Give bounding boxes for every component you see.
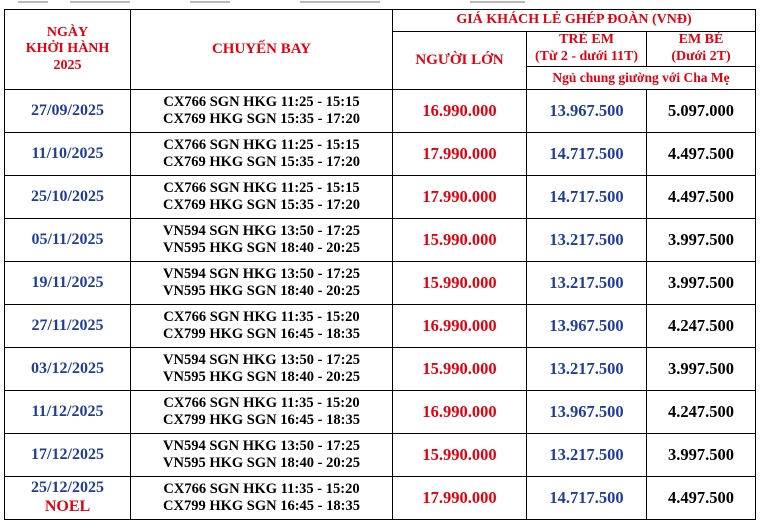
table-row (5, 477, 756, 520)
flight-return: CX769 HKG SGN 15:35 - 17:20 (163, 197, 360, 213)
header-date-line-2: KHỞI HÀNH (25, 41, 110, 57)
adult-price: 15.990.000 (393, 262, 527, 305)
flight-return: CX769 HKG SGN 15:35 - 17:20 (163, 111, 360, 127)
flight-outbound: CX766 SGN HKG 11:25 - 15:15 (163, 179, 360, 196)
departure-date: 05/11/2025 (5, 219, 131, 262)
flight-outbound: CX766 SGN HKG 11:35 - 15:20 (163, 480, 360, 497)
table-row (5, 305, 756, 348)
flight-return: CX769 HKG SGN 15:35 - 17:20 (163, 154, 360, 170)
header-flight: CHUYẾN BAY (131, 10, 393, 90)
infant-price: 4.497.500 (647, 133, 756, 176)
flight-return: VN595 HKG SGN 18:40 - 20:25 (163, 240, 360, 256)
departure-date (5, 477, 131, 520)
flight-outbound: VN594 SGN HKG 13:50 - 17:25 (163, 437, 360, 454)
child-price: 14.717.500 (527, 176, 647, 219)
child-price: 14.717.500 (527, 133, 647, 176)
child-price: 13.967.500 (527, 90, 647, 133)
departure-date: 11/12/2025 (5, 391, 131, 434)
flight-info (131, 391, 393, 434)
table-row (5, 219, 756, 262)
flight-outbound: VN594 SGN HKG 13:50 - 17:25 (163, 265, 360, 282)
departure-date-value: 25/12/2025 (31, 479, 104, 497)
adult-price: 17.990.000 (393, 133, 527, 176)
table-row (5, 133, 756, 176)
departure-date: 03/12/2025 (5, 348, 131, 391)
flight-info (131, 176, 393, 219)
departure-date: 17/12/2025 (5, 434, 131, 477)
table-row (5, 176, 756, 219)
adult-price: 16.990.000 (393, 391, 527, 434)
adult-price: 17.990.000 (393, 477, 527, 520)
flight-return: VN595 HKG SGN 18:40 - 20:25 (163, 369, 360, 385)
flight-return: VN595 HKG SGN 18:40 - 20:25 (163, 455, 360, 471)
flight-return: CX799 HKG SGN 16:45 - 18:35 (163, 326, 360, 342)
table-row (5, 434, 756, 477)
flight-info (131, 262, 393, 305)
table-row (5, 348, 756, 391)
departure-date: 27/11/2025 (5, 305, 131, 348)
tour-fare-table (4, 9, 756, 520)
infant-price: 3.997.500 (647, 348, 756, 391)
adult-price: 15.990.000 (393, 434, 527, 477)
flight-return: CX799 HKG SGN 16:45 - 18:35 (163, 412, 360, 428)
child-price: 13.217.500 (527, 262, 647, 305)
infant-price: 3.997.500 (647, 434, 756, 477)
infant-price: 4.497.500 (647, 176, 756, 219)
header-child (527, 32, 647, 67)
flight-info (131, 90, 393, 133)
header-infant (647, 32, 756, 67)
header-infant-title: EM BÉ (678, 32, 724, 48)
adult-price: 15.990.000 (393, 348, 527, 391)
header-adult: NGƯỜI LỚN (393, 32, 527, 90)
header-price-group: GIÁ KHÁCH LẺ GHÉP ĐOÀN (VNĐ) (393, 10, 756, 32)
table-row (5, 391, 756, 434)
flight-outbound: VN594 SGN HKG 13:50 - 17:25 (163, 222, 360, 239)
header-shared-bed-note: Ngủ chung giường với Cha Mẹ (527, 67, 756, 90)
infant-price: 4.247.500 (647, 391, 756, 434)
flight-info (131, 348, 393, 391)
child-price: 14.717.500 (527, 477, 647, 520)
flight-outbound: CX766 SGN HKG 11:35 - 15:20 (163, 308, 360, 325)
adult-price: 15.990.000 (393, 219, 527, 262)
flight-outbound: CX766 SGN HKG 11:25 - 15:15 (163, 136, 360, 153)
header-departure-date (5, 10, 131, 90)
infant-price: 4.247.500 (647, 305, 756, 348)
cropped-top-text (0, 0, 760, 6)
flight-info (131, 219, 393, 262)
table-row (5, 262, 756, 305)
header-infant-age: (Dưới 2T) (671, 49, 731, 64)
flight-outbound: CX766 SGN HKG 11:35 - 15:20 (163, 394, 360, 411)
departure-date-note: NOEL (44, 498, 91, 515)
departure-date: 19/11/2025 (5, 262, 131, 305)
flight-outbound: VN594 SGN HKG 13:50 - 17:25 (163, 351, 360, 368)
child-price: 13.217.500 (527, 434, 647, 477)
adult-price: 16.990.000 (393, 305, 527, 348)
child-price: 13.967.500 (527, 391, 647, 434)
header-child-title: TRẺ EM (559, 32, 614, 48)
header-date-line-1: NGÀY (46, 24, 89, 40)
flight-info (131, 305, 393, 348)
header-date-line-3: 2025 (53, 57, 82, 73)
departure-date: 11/10/2025 (5, 133, 131, 176)
flight-info (131, 133, 393, 176)
adult-price: 16.990.000 (393, 90, 527, 133)
adult-price: 17.990.000 (393, 176, 527, 219)
header-child-age: (Từ 2 - dưới 11T) (534, 49, 639, 64)
child-price: 13.217.500 (527, 219, 647, 262)
infant-price: 4.497.500 (647, 477, 756, 520)
flight-return: VN595 HKG SGN 18:40 - 20:25 (163, 283, 360, 299)
flight-outbound: CX766 SGN HKG 11:25 - 15:15 (163, 93, 360, 110)
infant-price: 3.997.500 (647, 262, 756, 305)
flight-info (131, 477, 393, 520)
child-price: 13.967.500 (527, 305, 647, 348)
table-row (5, 90, 756, 133)
infant-price: 5.097.000 (647, 90, 756, 133)
departure-date: 27/09/2025 (5, 90, 131, 133)
flight-return: CX799 HKG SGN 16:45 - 18:35 (163, 498, 360, 514)
flight-info (131, 434, 393, 477)
departure-date: 25/10/2025 (5, 176, 131, 219)
infant-price: 3.997.500 (647, 219, 756, 262)
child-price: 13.217.500 (527, 348, 647, 391)
